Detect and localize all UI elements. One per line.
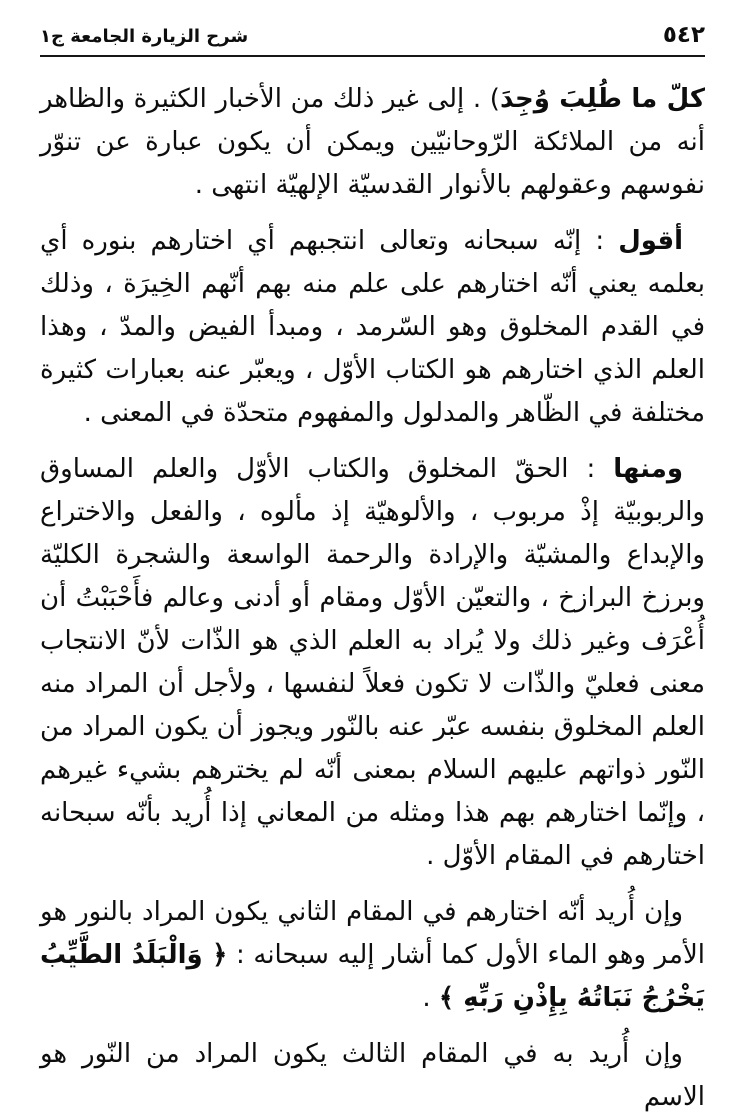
paragraph-3-bold-lead: ومنها <box>613 454 683 484</box>
paragraph-5-text: وإن أُريد به في المقام الثالث يكون المراد من النّور هو الاسم <box>40 1039 705 1112</box>
paragraph-3-text: : الحقّ المخلوق والكتاب الأوّل والعلم المساوق والربوبيّة إذْ مربوب ، والألوهيّة إذ مألوه ، والفعل والاختراع والإبداع والمشيّة والإرادة والرحمة الواسعة والشجرة الكليّة وبرزخ البرازخ ، والتعيّن الأوّل ومقام أو أدنى وعالم فأَحْبَبْتُ أن أُعْرَف وغير ذلك ولا يُراد به العلم الذي هو الذّات لأنّ الانتجاب معنى فعليّ والذّات لا تكون فعلاً لنفسها ، ولأجل أن المراد منه العلم المخلوق بنفسه عبّر عنه بالنّور ويجوز أن يكون المراد من النّور ذواتهم عليهم السلام بمعنى أنّه لم يخترهم بشيء غيرهم ، وإنّما اختارهم بهم هذا ومثله من المعاني إذا أُريد بأنّه سبحانه اختارهم في المقام الأوّل . <box>40 454 705 871</box>
page-number: ٥٤٢ <box>662 22 705 48</box>
paragraph-1 <box>40 78 705 207</box>
paragraph-3 <box>40 448 705 878</box>
paragraph-2 <box>40 220 705 435</box>
quran-verse: ﴿ وَالْبَلَدُ الطَّيِّبُ يَخْرُجُ نَبَاتُهُ بِإِذْنِ رَبِّهِ ﴾ <box>40 940 705 1013</box>
paragraph-2-bold-lead: أقول <box>618 226 683 256</box>
book-title: شرح الزيارة الجامعة ج١ <box>40 26 249 47</box>
paragraph-4-text-start: وإن أُريد أنّه اختارهم في المقام الثاني يكون المراد بالنور هو الأمر وهو الماء الأول كما أشار إليه سبحانه : <box>40 897 706 970</box>
paragraph-4-text-end: . <box>422 983 439 1013</box>
paragraph-1-text: ) . إلى غير ذلك من الأخبار الكثيرة والظاهر أنه من الملائكة الرّوحانيّين ويمكن أن يكون عبارة عن تنوّر نفوسهم وعقولهم بالأنوار القدسيّة الإلهيّة انتهى . <box>40 84 705 200</box>
paragraph-5 <box>40 1033 705 1119</box>
page-header <box>40 22 705 48</box>
paragraph-1-bold-lead: كلّ ما طُلِبَ وُجِدَ <box>499 84 705 114</box>
paragraph-2-text: : إنّه سبحانه وتعالى انتجبهم أي اختارهم بنوره أي بعلمه يعني أنّه اختارهم على علم منه بهم أنّهم الخِيرَة ، وذلك في القدم المخلوق وهو السّرمد ، ومبدأ الفيض والمدّ ، وهذا العلم الذي اختارهم هو الكتاب الأوّل ، ويعبّر عنه بعبارات كثيرة مختلفة في الظّاهر والمدلول والمفهوم متحدّة في المعنى . <box>40 226 705 428</box>
header-divider <box>40 55 705 57</box>
paragraph-4 <box>40 891 705 1020</box>
page-body <box>40 78 705 1119</box>
